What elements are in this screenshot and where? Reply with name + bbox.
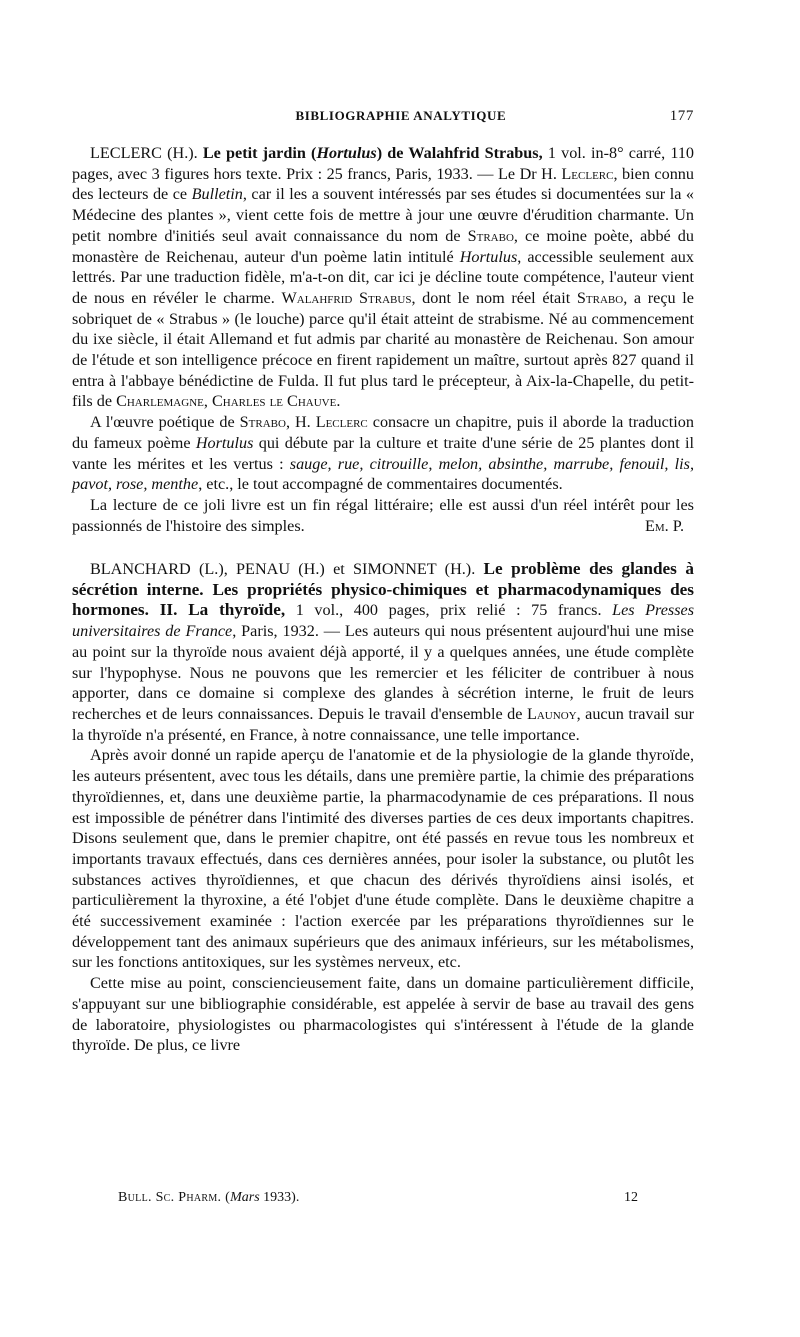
review-leclerc-citation-paragraph [72, 143, 694, 412]
body-text: qui débute par la culture et traite d'une série de 25 plantes dont il vante les mérites et les vertus : [72, 433, 695, 473]
review-blanchard-paragraph-3: Cette mise au point, consciencieusement faite, dans un domaine particulièrement difficile, s'appuyant sur une bibliographie considérable, est appelée à servir de base au travail des gens de laboratoire, physiologistes ou pharmacologistes qui s'intéressent à l'étude de la glande thyroïde. De plus, ce livre [72, 974, 694, 1055]
person-name: Strabo [576, 288, 624, 307]
body-text: , bien connu des lecteurs de ce [72, 164, 694, 204]
body-text: , dont le nom réel était [411, 288, 577, 307]
person-name: Strabo [467, 226, 514, 245]
person-name: Charlemagne, Charles le Chauve [116, 392, 337, 411]
body-text: A l'œuvre poétique de [90, 413, 240, 432]
body-text: , Paris, 1932. — Les auteurs qui nous présentent aujourd'hui une mise au point sur la thyroïde nous avaient déjà apporté, il y a quelques années, une étude complète sur l'hypophyse. Nous ne pouvons que les remercier et les féliciter de contribuer à nous apporter, dans ce domaine si complexe des glandes à sécrétion interne, le fruit de leurs recherches et de leurs connaissances. Depuis le travail d'ensemble de [72, 622, 694, 723]
review-blanchard-citation-paragraph [72, 559, 694, 745]
body-text: , accessible seulement aux lettrés. Par une traduction fidèle, m'a-t-on dit, car ici je décline toute compétence, l'auteur vient de nous en révéler le charme. [72, 247, 694, 307]
review-blanchard-paragraph-2: Après avoir donné un rapide aperçu de l'anatomie et de la physiologie de la glande thyroïde, les auteurs présentent, avec tous les détails, dans une première partie, la chimie des préparations thyroïdiennes, et, dans une deuxième partie, la pharmacodynamie de ces préparations. Il nous est impossible de pénétrer dans l'intimité des diverses parties de ces deux importants chapitres. Disons seulement que, dans le premier chapitre, ont été passés en revue tous les nombreux et importants travaux effectués, dans ces dernières années, pour isoler la substance, ou plutôt les substances actives thyroïdiennes, et que chacun des dérivés thyroïdiens ainsi isolés, et particulièrement la thyroxine, a été l'objet d'une étude complète. Dans le deuxième chapitre a été successivement examinée : l'action exercée par les préparations thyroïdiennes sur le développement tant des animaux supérieurs que des animaux inférieurs, sur les métabolismes, sur les fonctions antitoxiques, sur les systèmes nerveux, etc. [72, 746, 694, 972]
citation-title: Le problème des glandes à sécrétion interne. Les propriétés physico-chimiques et pharmacodynamiques des hormones. II. La thyroïde, [72, 559, 694, 620]
citation-details: 1 vol. in-8° carré, 110 pages, avec 3 figures hors texte. Prix : 25 francs, Paris, 1933. [72, 144, 695, 183]
page-number: 177 [669, 108, 694, 124]
person-name: Walahfrid Strabus [281, 288, 412, 307]
body-text: , aucun travail sur la thyroïde n'a présenté, en France, à notre connaissance, une telle importance. [72, 704, 694, 744]
citation-title-part: Le petit jardin ( [202, 144, 317, 162]
body-text: , ce moine poète, abbé du monastère de Reichenau, auteur d'un poème latin intitulé [72, 226, 694, 266]
person-name: Strabo [239, 413, 286, 432]
body-text: consacre un chapitre, puis il aborde la traduction du fameux poème [72, 413, 694, 452]
running-head [72, 108, 694, 125]
journal-name: Bulletin [191, 185, 243, 204]
running-title: BIBLIOGRAPHIE ANALYTIQUE [295, 108, 507, 123]
review-leclerc [72, 143, 694, 537]
work-title: Hortulus [459, 247, 518, 266]
page [72, 108, 694, 1056]
body-text: — Le Dr H. [477, 164, 562, 183]
citation-author: LECLERC (H.). [90, 144, 203, 162]
citation-authors: BLANCHARD (L.), PENAU (H.) et SIMONNET (H.). [90, 560, 484, 579]
author-name: Launoy [526, 704, 577, 723]
review-leclerc-paragraph-2 [72, 412, 694, 495]
review-blanchard [72, 559, 694, 1056]
body-text: , etc., le tout accompagné de commentaires documentés. [198, 475, 563, 494]
citation-title-italic: Hortulus [316, 144, 377, 162]
reviewer-initials-text: Em. P. [644, 517, 684, 536]
body-text: , H. [285, 413, 316, 432]
body-text: , car il les a souvent intéressés par ses études si documentées sur la « Médecine des plantes », vient cette fois de mettre à jour une œuvre d'érudition charmante. Un petit nombre d'initiés seul avait connaissance du nom de [72, 185, 694, 245]
journal-year: 1933). [259, 1190, 300, 1205]
journal-abbrev: Bull. Sc. Pharm. ( [118, 1190, 231, 1205]
signature-mark: 12 [624, 1190, 638, 1205]
author-name: Leclerc [561, 164, 614, 183]
citation-title-part: ) de Walahfrid Strabus, [376, 144, 543, 162]
body-text: . [336, 392, 341, 411]
author-name: Leclerc [315, 413, 368, 432]
citation-publisher: Les Presses universitaires de France [72, 601, 694, 641]
journal-reference [118, 1190, 299, 1206]
review-leclerc-paragraph-3: La lecture de ce joli livre est un fin régal littéraire; elle est aussi d'un réel intérêt pour les passionnés de l'histoire des simples. [72, 495, 694, 535]
citation-details: 1 vol., 400 pages, prix relié : 75 francs. [285, 601, 613, 620]
plant-list: sauge, rue, citrouille, melon, absinthe, marrube, fenouil, lis, pavot, rose, menthe [72, 454, 695, 494]
page-footer [118, 1190, 638, 1206]
journal-issue: Mars [230, 1190, 260, 1205]
work-title: Hortulus [195, 433, 254, 452]
body-text: , a reçu le sobriquet de « Strabus » (le louche) parce qu'il était atteint de strabisme. Né au commencement du ixe siècle, il était Allemand et fut admis par charité au monastère de Reichenau. Son amour de l'étude et son intelligence précoce en firent rapidement un maître, surtout après 827 quand il entra à l'abbaye bénédictine de Fulda. Il fut plus tard le précepteur, à Aix-la-Chapelle, du petit-fils de [72, 288, 694, 411]
